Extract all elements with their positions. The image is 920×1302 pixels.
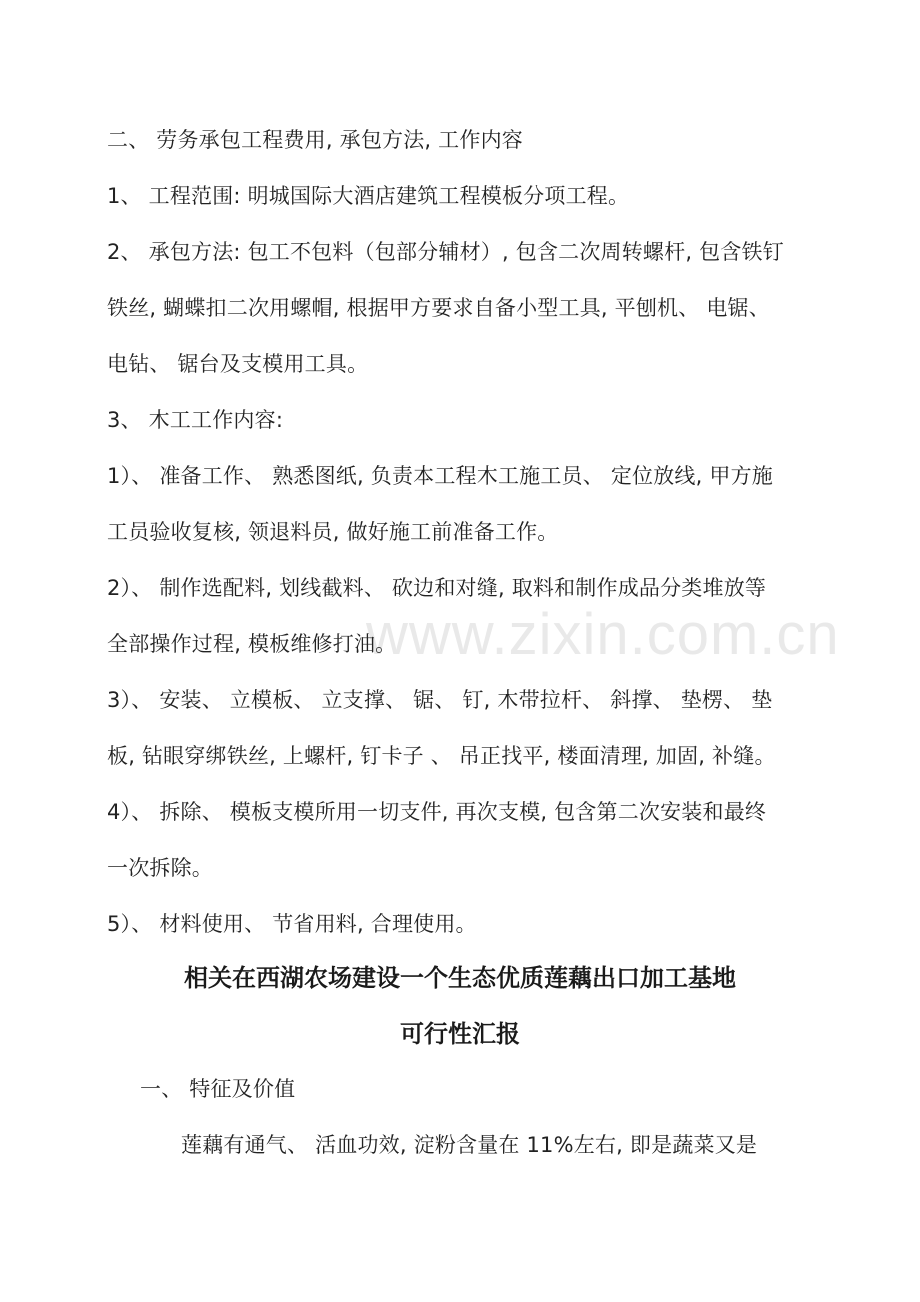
paragraph-contract-method-line-2: 铁丝, 蝴蝶扣二次用螺帽, 根据甲方要求自备小型工具, 平刨机、 电锯、 xyxy=(107,296,770,320)
section-heading-features-value: 一、 特征及价值 xyxy=(140,1077,296,1101)
paragraph-carpentry-content: 3、 木工工作内容: xyxy=(107,408,284,432)
paragraph-material-use: 5）、 材料使用、 节省用料, 合理使用。 xyxy=(107,912,477,936)
paragraph-removal-line-2: 一次拆除。 xyxy=(107,856,213,880)
paragraph-contract-method-line-1: 2、 承包方法: 包工不包料（包部分辅材）, 包含二次周转螺杆, 包含铁钉 xyxy=(107,240,784,264)
paragraph-preparation-line-1: 1）、 准备工作、 熟悉图纸, 负责本工程木工施工员、 定位放线, 甲方施 xyxy=(107,464,773,488)
paragraph-project-scope: 1、 工程范围: 明城国际大酒店建筑工程模板分项工程。 xyxy=(107,184,630,208)
watermark: www.zixin.com.cn xyxy=(366,602,840,667)
paragraph-installation-line-2: 板, 钻眼穿绑铁丝, 上螺杆, 钉卡子 、 吊正找平, 楼面清理, 加固, 补缝。 xyxy=(107,744,776,768)
paragraph-lotus-root-intro: 莲藕有通气、 活血功效, 淀粉含量在 11%左右, 即是蔬菜又是 xyxy=(181,1133,758,1157)
paragraph-preparation-line-2: 工员验收复核, 领退料员, 做好施工前准备工作。 xyxy=(107,520,559,544)
paragraph-removal-line-1: 4）、 拆除、 模板支模所用一切支件, 再次支模, 包含第二次安装和最终 xyxy=(107,800,767,824)
paragraph-fabrication-line-2: 全部操作过程, 模板维修打油。 xyxy=(107,632,397,656)
paragraph-contract-method-line-3: 电钻、 锯台及支模用工具。 xyxy=(107,352,369,376)
report-title-line-1: 相关在西湖农场建设一个生态优质莲藕出口加工基地 xyxy=(184,964,736,992)
paragraph-installation-line-1: 3）、 安装、 立模板、 立支撑、 锯、 钉, 木带拉杆、 斜撑、 垫楞、 垫 xyxy=(107,688,773,712)
paragraph-fabrication-line-1: 2）、 制作选配料, 划线截料、 砍边和对缝, 取料和制作成品分类堆放等 xyxy=(107,576,767,600)
section-heading-labor-contract: 二、 劳务承包工程费用, 承包方法, 工作内容 xyxy=(107,128,523,152)
report-title-line-2: 可行性汇报 xyxy=(400,1020,520,1048)
